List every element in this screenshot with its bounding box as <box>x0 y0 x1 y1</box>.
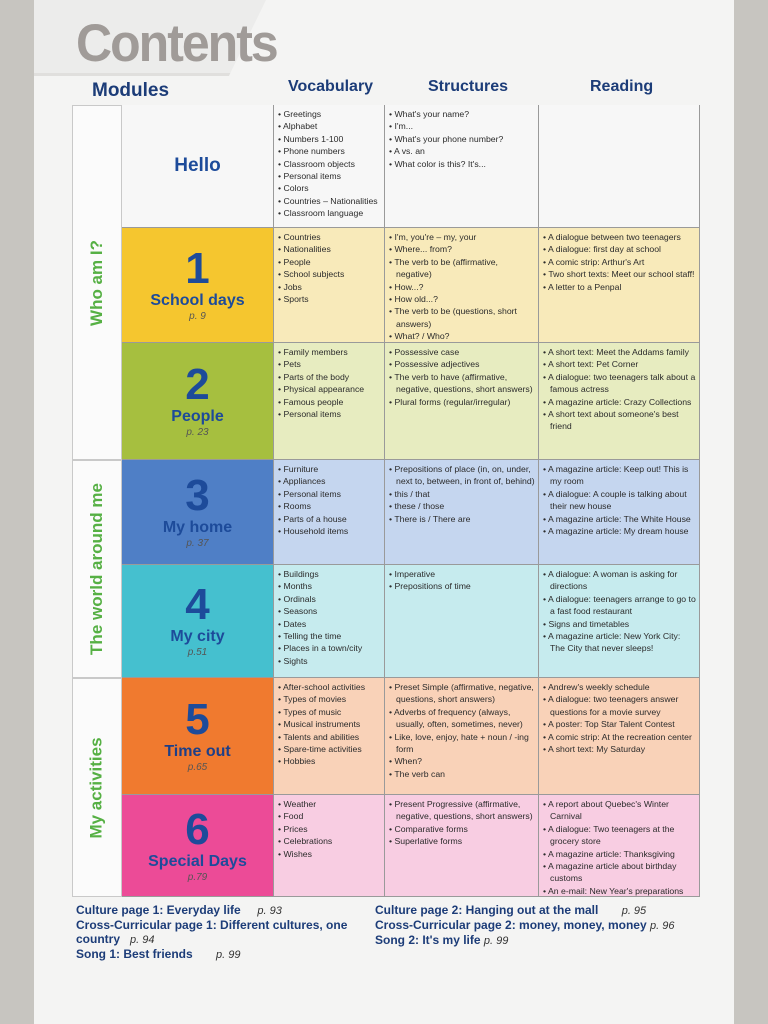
list-item: • When? <box>389 755 536 767</box>
list-item: • Superlative forms <box>389 835 536 847</box>
list-item: • Wishes <box>278 848 382 860</box>
structures-cell <box>385 343 539 460</box>
list-item: • Rooms <box>278 500 382 512</box>
list-item: • Sights <box>278 655 382 667</box>
module-number: 6 <box>185 804 210 854</box>
module-row <box>122 795 700 897</box>
reading-cell <box>539 565 700 678</box>
list-item: • A dialogue: two teenagers talk about a famous actress <box>543 371 697 396</box>
list-item: • A dialogue between two teenagers <box>543 231 697 243</box>
footer-item[interactable]: Song 1: Best friends p. 99 <box>76 947 241 961</box>
list-item: • A magazine article: Crazy Collections <box>543 396 697 408</box>
module-row <box>122 460 700 565</box>
list-item: • Ordinals <box>278 593 382 605</box>
list-item: • Talents and abilities <box>278 731 382 743</box>
list-item: • Like, love, enjoy, hate + noun / -ing form <box>389 731 536 756</box>
structures-cell <box>385 565 539 678</box>
header-reading: Reading <box>590 78 654 95</box>
structures-cell <box>385 795 539 897</box>
list-item: • Musical instruments <box>278 718 382 730</box>
list-item: • The verb to be (affirmative, negative) <box>389 256 536 281</box>
list-item: • Prepositions of place (in, on, under, next to, between, in front of, behind) <box>389 463 536 488</box>
list-item: • Types of movies <box>278 693 382 705</box>
list-item: • Present Progressive (affirmative, negative, questions, short answers) <box>389 798 536 823</box>
footer-item[interactable]: Culture page 1: Everyday life p. 93 <box>76 903 282 917</box>
list-item: • A report about Quebec's Winter Carnival <box>543 798 697 823</box>
list-item: • A dialogue: two teenagers answer questions for a movie survey <box>543 693 697 718</box>
list-item: • Personal items <box>278 488 382 500</box>
module-name: My home <box>162 519 233 536</box>
list-item: • A magazine article about birthday customs <box>543 860 697 885</box>
module-cell[interactable] <box>122 795 274 897</box>
list-item: • Parts of the body <box>278 371 382 383</box>
reading-cell <box>539 678 700 795</box>
list-item: • A comic strip: Arthur's Art <box>543 256 697 268</box>
list-item: • Prepositions of time <box>389 580 536 592</box>
module-cell[interactable] <box>122 343 274 460</box>
list-item: • A magazine article: Thanksgiving <box>543 848 697 860</box>
footer-item[interactable]: Culture page 2: Hanging out at the mall p. 95 <box>375 903 647 917</box>
list-item: • The verb to have (affirmative, negative, questions, short answers) <box>389 371 536 396</box>
list-item: • What? / Who? <box>389 330 536 342</box>
module-page: p. 23 <box>186 427 209 438</box>
list-item: • People <box>278 256 382 268</box>
list-item: • After-school activities <box>278 681 382 693</box>
list-item: • I'm, you're – my, your <box>389 231 536 243</box>
module-number: 1 <box>185 244 210 293</box>
module-cell[interactable] <box>122 565 274 678</box>
list-item: • A magazine article: New York City: The City that never sleeps! <box>543 630 697 655</box>
group-label: My activities <box>87 736 107 839</box>
list-item: • A dialogue: A woman is asking for directions <box>543 568 697 593</box>
list-item: • Pets <box>278 358 382 370</box>
module-row <box>122 105 700 228</box>
list-item: • A short text: My Saturday <box>543 743 697 755</box>
list-item: • School subjects <box>278 268 382 280</box>
list-item: • The verb to be (questions, short answers) <box>389 305 536 330</box>
list-item: • Nationalities <box>278 243 382 255</box>
list-item: • Classroom objects <box>278 158 382 170</box>
page-title: Contents <box>76 13 277 73</box>
footer-item[interactable]: Cross-Curricular page 2: money, money, money p. 96 <box>375 918 675 932</box>
module-name: School days <box>150 292 245 309</box>
group-world-around-me <box>72 460 122 678</box>
list-item: • A short text about someone's best friend <box>543 408 697 433</box>
list-item: • Plural forms (regular/irregular) <box>389 396 536 408</box>
module-number: 5 <box>185 695 210 744</box>
list-item: • Alphabet <box>278 120 382 132</box>
vocabulary-cell <box>274 105 385 228</box>
vocabulary-cell <box>274 228 385 343</box>
list-item: • Household items <box>278 525 382 537</box>
list-item: • A letter to a Penpal <box>543 281 697 293</box>
module-name: Time out <box>164 743 231 760</box>
list-item: • Possessive case <box>389 346 536 358</box>
list-item: • How...? <box>389 281 536 293</box>
list-item: • A magazine article: Keep out! This is my room <box>543 463 697 488</box>
group-who-am-i <box>72 105 122 460</box>
list-item: • Colors <box>278 182 382 194</box>
list-item: • A poster: Top Star Talent Contest <box>543 718 697 730</box>
module-row <box>122 228 700 343</box>
list-item: • What color is this? It's... <box>389 158 536 170</box>
list-item: • Famous people <box>278 396 382 408</box>
module-page: p. 9 <box>189 311 206 322</box>
list-item: • Comparative forms <box>389 823 536 835</box>
list-item: • Two short texts: Meet our school staff! <box>543 268 697 280</box>
list-item: • Jobs <box>278 281 382 293</box>
module-name: People <box>171 408 224 425</box>
list-item: • Seasons <box>278 605 382 617</box>
list-item: • these / those <box>389 500 536 512</box>
list-item: • Personal items <box>278 408 382 420</box>
list-item: • A short text: Pet Corner <box>543 358 697 370</box>
module-cell[interactable] <box>122 105 274 228</box>
list-item: • Prices <box>278 823 382 835</box>
list-item: • Classroom language <box>278 207 382 219</box>
list-item: • Physical appearance <box>278 383 382 395</box>
vocabulary-cell <box>274 678 385 795</box>
group-my-activities <box>72 678 122 897</box>
list-item: • A short text: Meet the Addams family <box>543 346 697 358</box>
vocabulary-cell <box>274 460 385 565</box>
list-item: • Sports <box>278 293 382 305</box>
module-number: 2 <box>185 360 210 409</box>
list-item: • Types of music <box>278 706 382 718</box>
list-item: • Andrew's weekly schedule <box>543 681 697 693</box>
reading-cell <box>539 795 700 897</box>
reading-cell <box>539 460 700 565</box>
list-item: • Appliances <box>278 475 382 487</box>
list-item: • Phone numbers <box>278 145 382 157</box>
module-number: 3 <box>185 471 210 520</box>
list-item: • Greetings <box>278 108 382 120</box>
list-item: • Telling the time <box>278 630 382 642</box>
list-item: • A dialogue: teenagers arrange to go to a fast food restaurant <box>543 593 697 618</box>
module-name: Hello <box>174 155 221 176</box>
list-item: • Buildings <box>278 568 382 580</box>
module-page: p.65 <box>187 762 208 773</box>
group-label: The world around me <box>87 483 106 655</box>
list-item: • this / that <box>389 488 536 500</box>
module-name: My city <box>170 628 225 645</box>
contents-table <box>72 105 700 897</box>
structures-cell <box>385 678 539 795</box>
module-number: 4 <box>185 580 210 629</box>
vocabulary-cell <box>274 795 385 897</box>
list-item: • Imperative <box>389 568 536 580</box>
list-item: • Where... from? <box>389 243 536 255</box>
list-item: • Family members <box>278 346 382 358</box>
header-structures: Structures <box>428 78 509 95</box>
footer-right <box>375 903 705 948</box>
list-item: • Food <box>278 810 382 822</box>
module-row <box>122 678 700 795</box>
list-item: • I'm... <box>389 120 536 132</box>
list-item: • An e-mail: New Year's preparations <box>543 885 697 897</box>
list-item: • Places in a town/city <box>278 642 382 654</box>
list-item: • Furniture <box>278 463 382 475</box>
list-item: • A dialogue: first day at school <box>543 243 697 255</box>
list-item: • What's your name? <box>389 108 536 120</box>
list-item: • Possessive adjectives <box>389 358 536 370</box>
module-cell[interactable] <box>122 678 274 795</box>
list-item: • Countries – Nationalities <box>278 195 382 207</box>
list-item: • Preset Simple (affirmative, negative, questions, short answers) <box>389 681 536 706</box>
list-item: • Months <box>278 580 382 592</box>
list-item: • There is / There are <box>389 513 536 525</box>
list-item: • Parts of a house <box>278 513 382 525</box>
list-item: • Signs and timetables <box>543 618 697 630</box>
structures-cell <box>385 228 539 343</box>
module-name: Special Days <box>148 852 247 870</box>
list-item: • What's your phone number? <box>389 133 536 145</box>
list-item: • Adverbs of frequency (always, usually, often, sometimes, never) <box>389 706 536 731</box>
module-page: p.79 <box>187 871 208 883</box>
list-item: • Dates <box>278 618 382 630</box>
list-item: • Hobbies <box>278 755 382 767</box>
list-item: • Numbers 1-100 <box>278 133 382 145</box>
list-item: • A comic strip: At the recreation center <box>543 731 697 743</box>
header-modules: Modules <box>92 80 170 101</box>
footer-left <box>76 903 366 962</box>
reading-cell <box>539 105 700 228</box>
header-vocabulary: Vocabulary <box>288 78 374 95</box>
vocabulary-cell <box>274 565 385 678</box>
list-item: • A dialogue: A couple is talking about their new house <box>543 488 697 513</box>
reading-cell <box>539 343 700 460</box>
list-item: • A magazine article: My dream house <box>543 525 697 537</box>
module-page: p.51 <box>187 647 208 658</box>
reading-cell <box>539 228 700 343</box>
list-item: • Countries <box>278 231 382 243</box>
group-label: Who am I? <box>87 239 107 326</box>
module-cell[interactable] <box>122 460 274 565</box>
list-item: • Personal items <box>278 170 382 182</box>
list-item: • Spare-time activities <box>278 743 382 755</box>
list-item: • A vs. an <box>389 145 536 157</box>
module-row <box>122 565 700 678</box>
list-item: • The verb can <box>389 768 536 780</box>
list-item: • Weather <box>278 798 382 810</box>
footer-item[interactable]: Song 2: It's my life p. 99 <box>375 933 509 947</box>
vocabulary-cell <box>274 343 385 460</box>
module-page: p. 37 <box>186 538 209 549</box>
structures-cell <box>385 460 539 565</box>
list-item: • How old...? <box>389 293 536 305</box>
list-item: • A dialogue: Two teenagers at the grocery store <box>543 823 697 848</box>
list-item: • A magazine article: The White House <box>543 513 697 525</box>
structures-cell <box>385 105 539 228</box>
list-item: • Celebrations <box>278 835 382 847</box>
module-row <box>122 343 700 460</box>
footer-item[interactable]: Cross-Curricular page 1: Different cultures, one country p. 94 <box>76 918 348 946</box>
module-cell[interactable] <box>122 228 274 343</box>
